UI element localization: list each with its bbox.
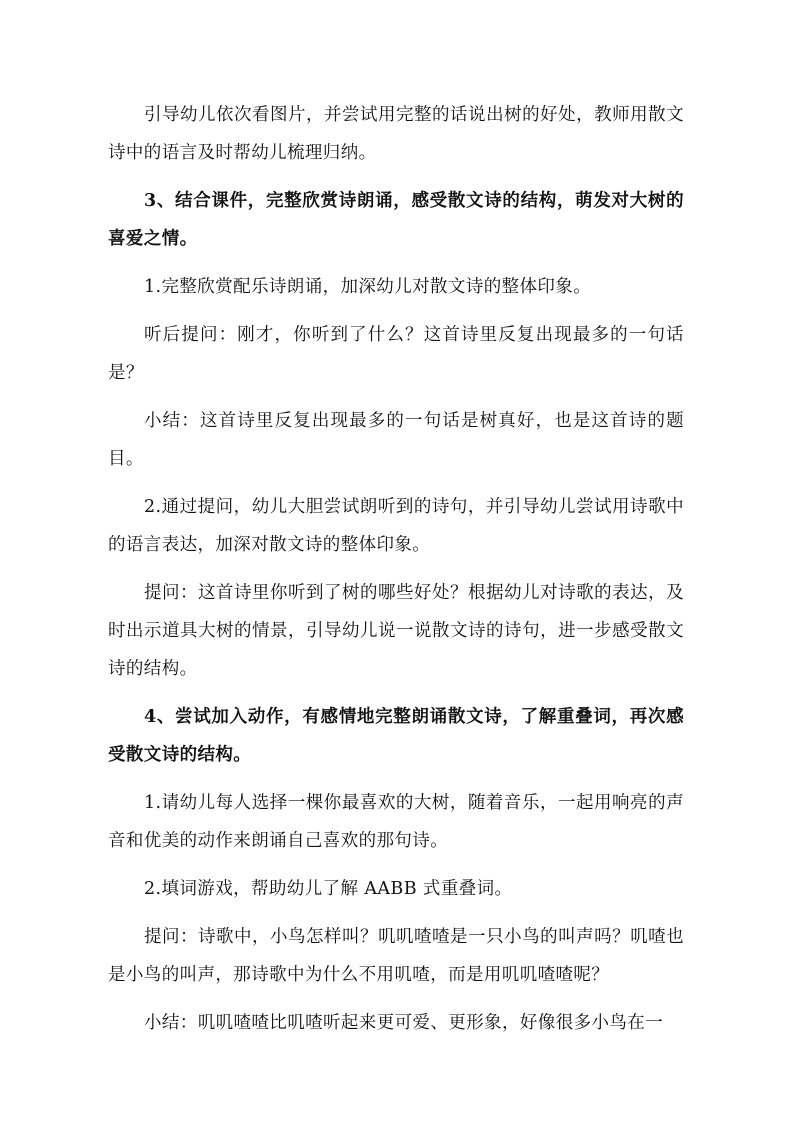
paragraph: 2.通过提问，幼儿大胆尝试朗听到的诗句，并引导幼儿尝试用诗歌中的语言表达，加深对散文诗的整体印象。 (108, 497, 684, 555)
paragraph: 1.完整欣赏配乐诗朗诵，加深幼儿对散文诗的整体印象。 (144, 277, 592, 297)
paragraph: 引导幼儿依次看图片，并尝试用完整的话说出树的好处，教师用散文诗中的语言及时帮幼儿梳理归纳。 (108, 105, 684, 163)
section-heading: 3、结合课件，完整欣赏诗朗诵，感受散文诗的结构，萌发对大树的喜爱之情。 (108, 191, 684, 249)
paragraph: 提问：诗歌中，小鸟怎样叫？叽叽喳喳是一只小鸟的叫声吗？叽喳也是小鸟的叫声，那诗歌中为什么不用叽喳，而是用叽叽喳喳呢？ (108, 927, 684, 985)
document-body (108, 96, 684, 1052)
paragraph: 小结：叽叽喳喳比叽喳听起来更可爱、更形象，好像很多小鸟在一 (144, 1013, 664, 1033)
paragraph: 听后提问：刚才，你听到了什么？这首诗里反复出现最多的一句话是？ (108, 325, 684, 383)
paragraph: 小结：这首诗里反复出现最多的一句话是树真好，也是这首诗的题目。 (108, 411, 684, 469)
paragraph: 2.填词游戏，帮助幼儿了解 AABB 式重叠词。 (144, 879, 513, 899)
paragraph: 1.请幼儿每人选择一棵你最喜欢的大树，随着音乐，一起用响亮的声音和优美的动作来朗诵自己喜欢的那句诗。 (108, 793, 684, 851)
paragraph: 提问：这首诗里你听到了树的哪些好处？根据幼儿对诗歌的表达，及时出示道具大树的情景，引导幼儿说一说散文诗的诗句，进一步感受散文诗的结构。 (108, 583, 684, 679)
section-heading: 4、尝试加入动作，有感情地完整朗诵散文诗，了解重叠词，再次感受散文诗的结构。 (108, 707, 684, 765)
